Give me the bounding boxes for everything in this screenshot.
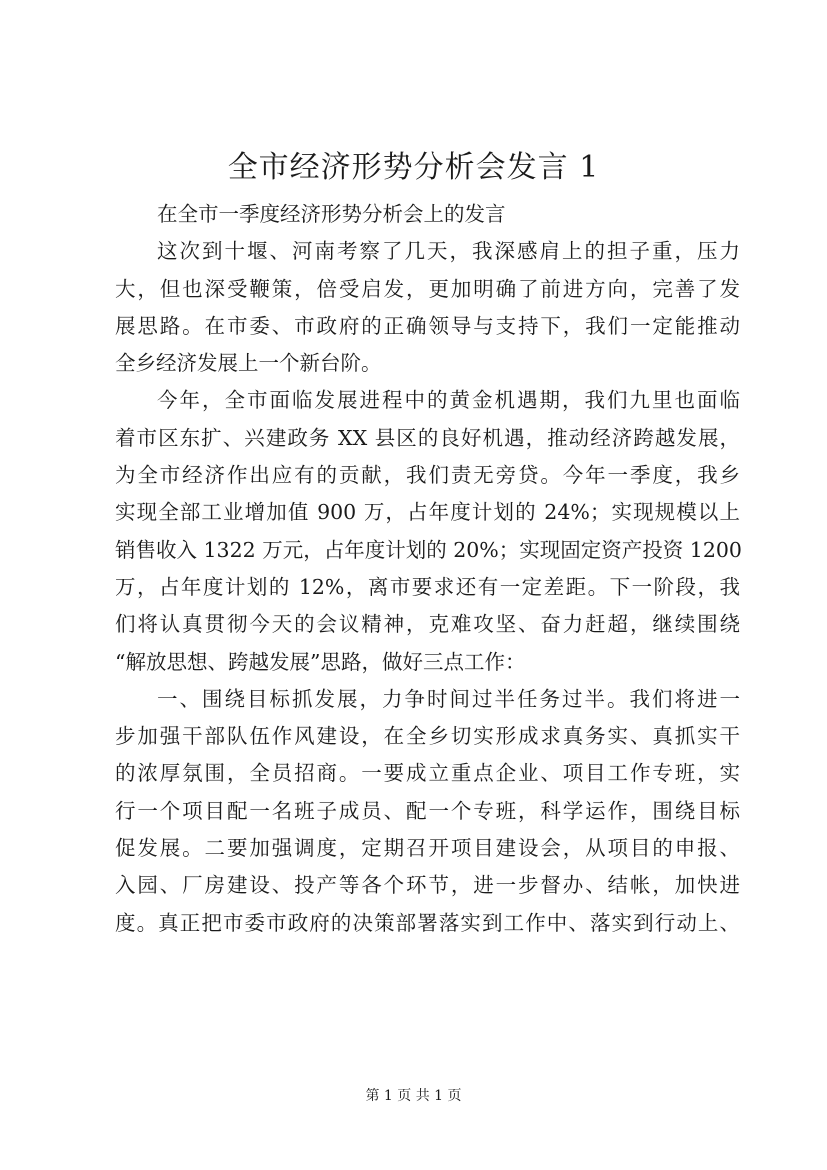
body-line: 全乡经济发展上一个新台阶。 [115,351,382,376]
body-line: “解放思想、跨越发展”思路，做好三点工作： [115,649,526,674]
body-line: 万，占年度计划的 12%，离市要求还有一定差距。下一阶段，我 [115,574,740,599]
body-line: 展思路。在市委、市政府的正确领导与支持下，我们一定能推动 [115,313,740,338]
body-line: 实现全部工业增加值 900 万，占年度计划的 24%；实现规模以上 [115,500,740,525]
body-line: 度。真正把市委市政府的决策部署落实到工作中、落实到行动上、 [115,910,740,935]
body-line: 一、围绕目标抓发展，力争时间过半任务过半。我们将进一 [157,686,740,711]
body-line: 的浓厚氛围，全员招商。一要成立重点企业、项目工作专班，实 [115,761,740,786]
document-title: 全市经济形势分析会发言 1 [227,150,600,185]
body-line: 着市区东扩、兴建政务 XX 县区的良好机遇，推动经济跨越发展， [115,425,740,450]
body-line: 入园、厂房建设、投产等各个环节，进一步督办、结帐，加快进 [115,873,740,898]
body-line: 们将认真贯彻今天的会议精神，克难攻坚、奋力赶超，继续围绕 [115,612,740,637]
body-line: 行一个项目配一名班子成员、配一个专班，科学运作，围绕目标 [115,798,740,823]
body-line: 为全市经济作出应有的贡献，我们责无旁贷。今年一季度，我乡 [115,463,740,488]
body-line: 今年，全市面临发展进程中的黄金机遇期，我们九里也面临 [157,388,740,413]
body-line: 步加强干部队伍作风建设，在全乡切实形成求真务实、真抓实干 [115,724,740,749]
body-line: 促发展。二要加强调度，定期召开项目建设会，从项目的申报、 [115,836,740,861]
body-line: 在全市一季度经济形势分析会上的发言 [157,202,506,226]
page-footer: 第 1 页 共 1 页 [365,1088,462,1104]
document-body [115,196,740,942]
body-line: 销售收入 1322 万元，占年度计划的 20%；实现固定资产投资 1200 [115,537,742,562]
body-line: 大，但也深受鞭策，倍受启发，更加明确了前进方向，完善了发 [115,276,740,301]
body-line: 这次到十堰、河南考察了几天，我深感肩上的担子重，压力 [157,239,740,264]
